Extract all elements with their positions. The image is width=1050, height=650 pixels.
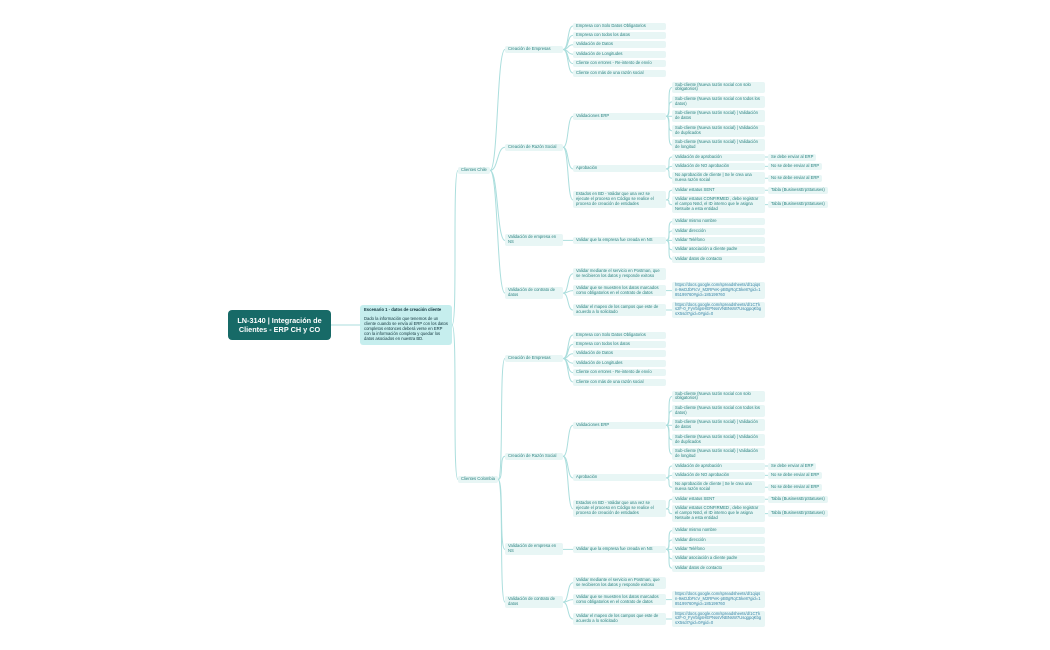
link-node[interactable]: https://docs.google.com/spreadsheets/d/1CTks2F-0_FyVbIgsHEPNssVNBNsW7UsqgpqKbgsX5sdI?gid=0#gid=0 xyxy=(672,611,765,628)
item-node[interactable]: Validar datos de contacto xyxy=(672,565,765,572)
country-node[interactable]: Clientes Colombia xyxy=(458,476,498,483)
item-node[interactable]: Sub-cliente (Nueva razón social con solo obligatorios) xyxy=(672,82,765,94)
link-node[interactable]: https://docs.google.com/spreadsheets/d/1CTks2F-0_FyVbIgsHEPNssVNBNsW7UsqgpqKbgsX5sdI?gid=0#gid=0 xyxy=(672,302,765,319)
item-node[interactable]: Validar dirección xyxy=(672,537,765,544)
item-node[interactable]: Validar Teléfono xyxy=(672,237,765,244)
item-node[interactable]: Validar el mapeo de los campos que este de acuerdo a lo solicitado xyxy=(573,304,666,316)
item-node[interactable]: Validar que se muestren los datos marcados como obligatorios en el contrato de datos xyxy=(573,285,666,297)
item-node[interactable]: Sub-cliente (Nueva razón social con todos los datos) xyxy=(672,405,765,417)
item-node[interactable]: Validación de empresa en NS xyxy=(505,234,563,246)
item-node[interactable]: Validación de NO aprobación xyxy=(672,163,765,170)
item-node[interactable]: Sub-cliente (Nueva razón social con todos los datos) xyxy=(672,96,765,108)
scenario-body: Dado la información que tenemos de un cliente cuando se envía al ERP con los datos completos entonces deberá verse en ERP con la información completa y quedar los datos asociados en nuestra BD. xyxy=(364,316,448,341)
item-node[interactable]: Validación de contrato de datos xyxy=(505,596,563,608)
item-node[interactable]: Empresa con todos los datos xyxy=(573,32,666,39)
item-node[interactable]: Validación de contrato de datos xyxy=(505,287,563,299)
item-node[interactable]: Creación de Razón Social xyxy=(505,144,563,151)
item-node[interactable]: Sub-cliente (Nueva razón social) | Validación de longitud xyxy=(672,139,765,151)
item-node[interactable]: Creación de Razón Social xyxy=(505,453,563,460)
item-node[interactable]: Sub-cliente (Nueva razón social con solo obligatorios) xyxy=(672,391,765,403)
item-node[interactable]: Sub-cliente (Nueva razón social) | Validación de duplicados xyxy=(672,125,765,137)
item-node[interactable]: Cliente con errores - Re-intento de envío xyxy=(573,369,666,376)
item-node[interactable]: Empresa con todos los datos xyxy=(573,341,666,348)
item-node[interactable]: Estados en BD - Validar que una vez se ejecute el proceso en Código se realice el proceso de creación de entidades xyxy=(573,191,666,208)
item-node[interactable]: No aprobación de cliente | Se le crea una nueva razón social xyxy=(672,481,765,493)
item-node[interactable]: Validar asociación a cliente padre xyxy=(672,555,765,562)
item-node[interactable]: Creación de Empresas xyxy=(505,355,563,362)
item-node[interactable]: Creación de Empresas xyxy=(505,46,563,53)
item-node[interactable]: Validación de aprobación xyxy=(672,463,765,470)
tag-node[interactable]: Tabla (BusinessErpStatuses) xyxy=(768,201,828,208)
country-node[interactable]: Clientes Chile xyxy=(458,167,490,174)
item-node[interactable]: Aprobación xyxy=(573,165,666,172)
item-node[interactable]: Validaciones ERP xyxy=(573,422,666,429)
item-node[interactable]: Validar Teléfono xyxy=(672,546,765,553)
item-node[interactable]: Validar que se muestren los datos marcados como obligatorios en el contrato de datos xyxy=(573,594,666,606)
item-node[interactable]: Validar que la empresa fue creada en NS xyxy=(573,237,666,244)
tag-node[interactable]: No se debe enviar al ERP xyxy=(768,472,822,479)
item-node[interactable]: Validar estatus SENT xyxy=(672,187,765,194)
item-node[interactable]: Validar el mapeo de los campos que este de acuerdo a lo solicitado xyxy=(573,613,666,625)
item-node[interactable]: No aprobación de cliente | Se le crea una nueva razón social xyxy=(672,172,765,184)
item-node[interactable]: Cliente con más de una razón social xyxy=(573,70,666,77)
link-node[interactable]: https://docs.google.com/spreadsheets/d/1qiqsn-9wDJbFIcV_M2RPeK-pB0gRqC5ke8?gid=185199760#gid=185199760 xyxy=(672,591,765,608)
item-node[interactable]: Validar asociación a cliente padre xyxy=(672,246,765,253)
item-node[interactable]: Sub-cliente (Nueva razón social) | Validación de longitud xyxy=(672,448,765,460)
item-node[interactable]: Validar mediante el servicio en Postman, que se recibieron los datos y responde exitoso xyxy=(573,268,666,280)
item-node[interactable]: Validación de aprobación xyxy=(672,154,765,161)
item-node[interactable]: Sub-cliente (Nueva razón social) | Validación de datos xyxy=(672,110,765,122)
link-node[interactable]: https://docs.google.com/spreadsheets/d/1qiqsn-9wDJbFIcV_M2RPeK-pB0gRqC5ke8?gid=185199760#gid=185199760 xyxy=(672,282,765,299)
item-node[interactable]: Validar estatus CONFIRMED , debe registrar el campo NsId, el ID interno que le asigna Netsuite a esta entidad xyxy=(672,505,765,522)
item-node[interactable]: Validación de Datos xyxy=(573,350,666,357)
tag-node[interactable]: No se debe enviar al ERP xyxy=(768,175,822,182)
tag-node[interactable]: Tabla (BusinessErpStatuses) xyxy=(768,496,828,503)
tag-node[interactable]: Se debe enviar al ERP xyxy=(768,154,816,161)
item-node[interactable]: Validaciones ERP xyxy=(573,113,666,120)
item-node[interactable]: Validar dirección xyxy=(672,228,765,235)
item-node[interactable]: Cliente con más de una razón social xyxy=(573,379,666,386)
tag-node[interactable]: Tabla (BusinessErpStatuses) xyxy=(768,187,828,194)
item-node[interactable]: Validar estatus SENT xyxy=(672,496,765,503)
tag-node[interactable]: Tabla (BusinessErpStatuses) xyxy=(768,510,828,517)
item-node[interactable]: Validar mismo nombre xyxy=(672,218,765,225)
item-node[interactable]: Sub-cliente (Nueva razón social) | Validación de duplicados xyxy=(672,434,765,446)
scenario-title: Escenario 1 - datos de creación cliente xyxy=(364,307,442,312)
item-node[interactable]: Validación de Datos xyxy=(573,41,666,48)
item-node[interactable]: Validar estatus CONFIRMED , debe registrar el campo NsId, el ID interno que le asigna Netsuite a esta entidad xyxy=(672,196,765,213)
item-node[interactable]: Validar que la empresa fue creada en NS xyxy=(573,546,666,553)
item-node[interactable]: Validar mediante el servicio en Postman, que se recibieron los datos y responde exitoso xyxy=(573,577,666,589)
item-node[interactable]: Empresa con Solo Datos Obligatorios xyxy=(573,23,666,30)
tag-node[interactable]: No se debe enviar al ERP xyxy=(768,484,822,491)
item-node[interactable]: Validación de Longitudes xyxy=(573,360,666,367)
item-node[interactable]: Validación de empresa en NS xyxy=(505,543,563,555)
item-node[interactable]: Validar datos de contacto xyxy=(672,256,765,263)
item-node[interactable]: Estados en BD - Validar que una vez se ejecute el proceso en Código se realice el proceso de creación de entidades xyxy=(573,500,666,517)
tag-node[interactable]: No se debe enviar al ERP xyxy=(768,163,822,170)
item-node[interactable]: Aprobación xyxy=(573,474,666,481)
item-node[interactable]: Validación de NO aprobación xyxy=(672,472,765,479)
item-node[interactable]: Sub-cliente (Nueva razón social) | Validación de datos xyxy=(672,419,765,431)
item-node[interactable]: Cliente con errores - Re-intento de envío xyxy=(573,60,666,67)
scenario-node[interactable] xyxy=(360,305,452,345)
root-node[interactable]: LN-3140 | Integración de Clientes - ERP CH y CO xyxy=(228,310,331,341)
item-node[interactable]: Empresa con Solo Datos Obligatorios xyxy=(573,332,666,339)
item-node[interactable]: Validar mismo nombre xyxy=(672,527,765,534)
tag-node[interactable]: Se debe enviar al ERP xyxy=(768,463,816,470)
item-node[interactable]: Validación de Longitudes xyxy=(573,51,666,58)
